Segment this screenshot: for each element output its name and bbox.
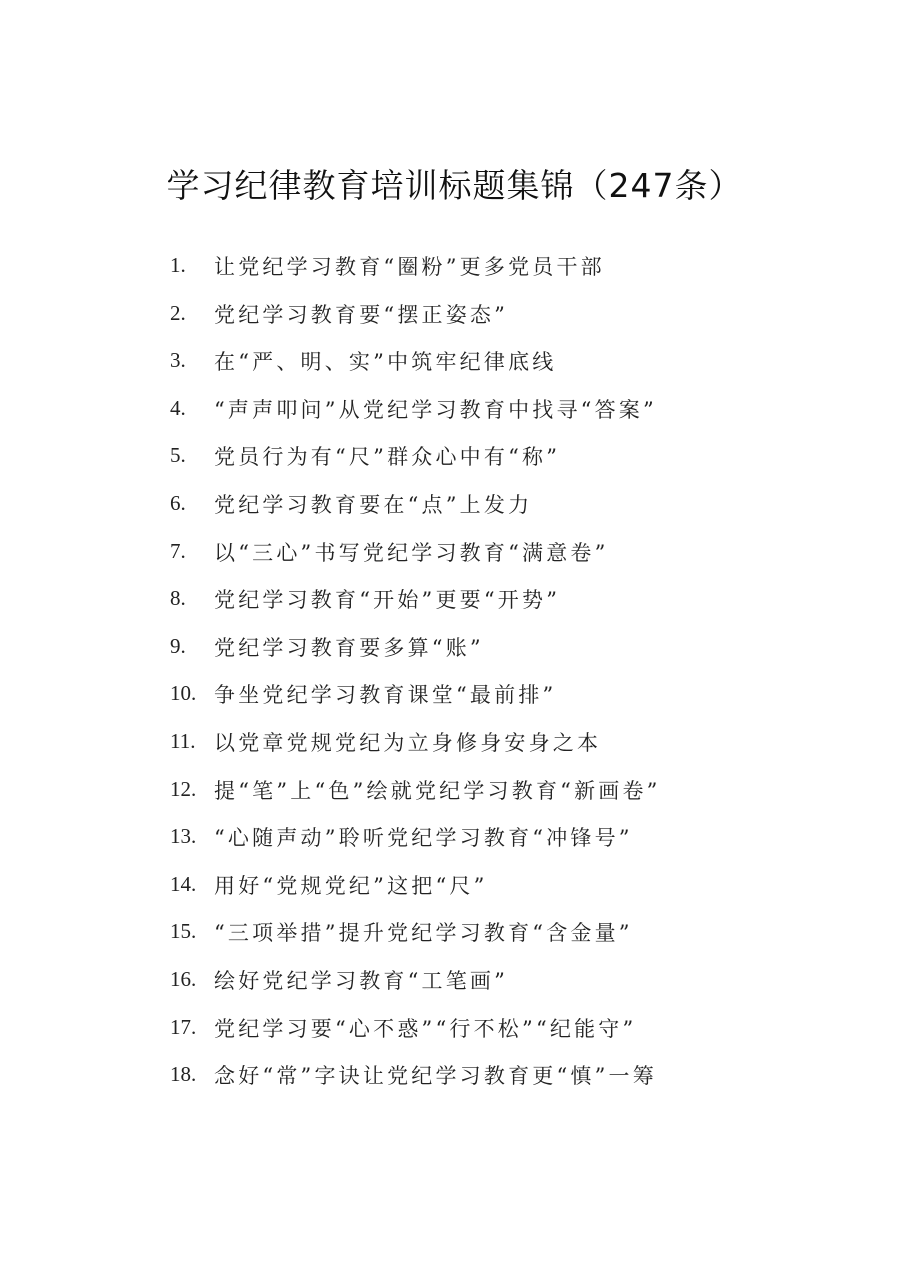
list-item	[0, 293, 909, 341]
list-item	[0, 340, 909, 388]
item-number: 3.	[170, 348, 186, 373]
list-item	[0, 816, 909, 864]
item-number: 1.	[170, 253, 186, 277]
list-item	[0, 769, 909, 817]
item-number: 15.	[170, 919, 197, 944]
item-number: 2.	[170, 300, 186, 325]
item-number: 9.	[170, 633, 186, 658]
list-item	[0, 1007, 909, 1055]
item-number: 13.	[170, 824, 197, 849]
item-number: 16.	[170, 966, 197, 991]
item-text: 党纪学习教育要“摆正姿态”	[214, 302, 509, 327]
item-text: 绘好党纪学习教育“工笔画”	[214, 968, 509, 993]
item-number: 4.	[170, 395, 186, 420]
title-list	[0, 245, 909, 1102]
item-number: 11.	[170, 728, 196, 753]
list-item	[0, 673, 909, 721]
item-number: 6.	[170, 490, 186, 515]
list-item	[0, 531, 909, 579]
list-item	[0, 483, 909, 531]
item-text: 用好“党规党纪”这把“尺”	[214, 873, 488, 898]
list-item	[0, 721, 909, 769]
list-item	[0, 911, 909, 959]
list-item	[0, 864, 909, 912]
item-number: 14.	[170, 871, 197, 896]
item-text: “心随声动”聆听党纪学习教育“冲锋号”	[214, 826, 633, 851]
list-item	[0, 1054, 909, 1102]
item-text: 党员行为有“尺”群众心中有“称”	[214, 445, 561, 470]
item-text: 党纪学习教育“开始”更要“开势”	[214, 588, 561, 613]
list-item	[0, 245, 909, 293]
list-item	[0, 959, 909, 1007]
item-text: 党纪学习要“心不惑”“行不松”“纪能守”	[214, 1016, 637, 1041]
item-text: 党纪学习教育要在“点”上发力	[214, 492, 533, 517]
item-text: “三项举措”提升党纪学习教育“含金量”	[214, 921, 633, 946]
item-number: 10.	[170, 681, 197, 706]
item-text: 念好“常”字诀让党纪学习教育更“慎”一筹	[214, 1064, 657, 1089]
list-item	[0, 626, 909, 674]
item-text: 党纪学习教育要多算“账”	[214, 635, 484, 660]
list-item	[0, 388, 909, 436]
item-number: 12.	[170, 776, 197, 801]
item-text: 争坐党纪学习教育课堂“最前排”	[214, 683, 557, 708]
item-text: 在“严、明、实”中筑牢纪律底线	[214, 350, 557, 375]
item-number: 5.	[170, 443, 186, 468]
item-number: 17.	[170, 1014, 197, 1039]
item-text: 提“笔”上“色”绘就党纪学习教育“新画卷”	[214, 778, 661, 803]
list-item	[0, 578, 909, 626]
document-title: 学习纪律教育培训标题集锦（247条）	[166, 166, 743, 205]
item-text: 以“三心”书写党纪学习教育“满意卷”	[214, 540, 609, 565]
item-text: “声声叩问”从党纪学习教育中找寻“答案”	[214, 397, 657, 422]
item-number: 7.	[170, 538, 186, 563]
item-number: 8.	[170, 586, 186, 611]
item-text: 以党章党规党纪为立身修身安身之本	[214, 730, 602, 755]
list-item	[0, 435, 909, 483]
item-number: 18.	[170, 1062, 197, 1087]
item-text: 让党纪学习教育“圈粉”更多党员干部	[214, 255, 605, 279]
